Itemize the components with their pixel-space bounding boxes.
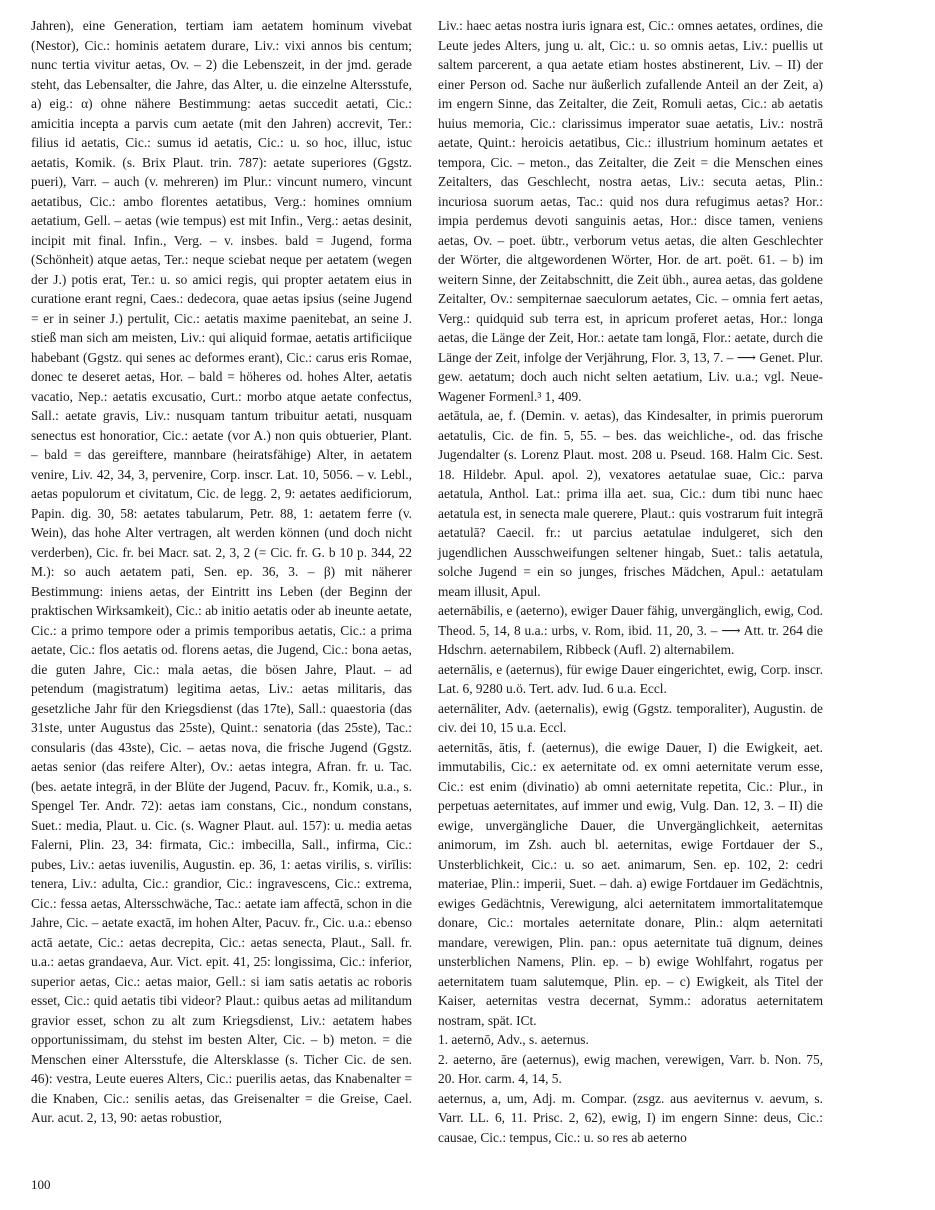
dictionary-entry: aetātula, ae, f. (Demin. v. aetas), das Kindesalter, in primis puerorum aetatulis, Cic. de fin. 5, 55. – bes. das weichliche-, od. das frische Jugendalter (s. Lorenz Plaut. most. 208 u. Pseud. 168. Halm Cic. Sest. 18. Hildebr. Apul. apol. 2), vexatores aetatulae suae, Cic.: parva aetatula, Anthol. Lat.: prima illa aet. sua, Cic.: dum tibi nunc haec aetatula est, in senecta male querere, Plaut.: quis vostrarum fuit integrā aetatulā? Caecil. fr.: ut parcius aetatulae indulgeret, sich den jugendlichen Ausschweifungen seltener hingab, Suet.: talis aetatula, solche Jugend = ein so junges, frisches Mädchen, Apul.: aetatulam meam illusit, Apul. (438, 408, 823, 599)
dictionary-entry: aeternus, a, um, Adj. m. Compar. (zsgz. aus aeviternus v. aevum, s. Varr. LL. 6, 11. Prisc. 2, 62), ewig, I) im engern Sinne: deus, Cic.: causae, Cic.: tempus, Cic.: u. so res ab aeterno (438, 1090, 823, 1145)
entry-continuation: Jahren), eine Generation, tertiam iam aetatem hominum vivebat (Nestor), Cic.: hominis aetatem durare, Liv.: vixi annos bis centum; nunc tertia vivitur aetas, Ov. – 2) die Lebenszeit, in der jmd. gerade steht, das Lebensalter, die Jahre, das Alter, u. die einzelne Altersstufe, a) eig.: α) ohne nähere Bestimmung: aetas succedit aetati, Cic.: amicitia incepta a parvis cum aetate (mit den Jahren) accrevit, Ter.: filius id aetatis, Cic.: sumus id aetatis, Cic.: u. so hoc, illuc, istuc aetatis, Komik. (s. Brix Plaut. trin. 787): aetate superiores (Ggstz. pueri), Varr. – auch (v. mehreren) im Plur.: vincunt numero, vincunt aetatibus, Cic.: ambo florentes aetatibus, Verg.: homines omnium aetatium, Gell. – aetas (wie tempus) est mit Infin., Verg.: aetas desinit, incipit mit final. Infin., Verg. – v. insbes. bald = Jugend, forma (Schönheit) atque aetas, Ter.: neque sciebat neque per aetatem (wegen der J.) potis erat, Ter.: u. so amici regis, qui propter aetatem eius in curatione erant regni, Caes.: dedecora, quae aetas ipsius (seine Jugend = er in seiner J.) pertulit, Cic.: aetatis maxime paenitebat, an seine J. stieß man sich am meisten, Liv.: qui aliquid formae, aetatis artificiique habebant (Ggstz. qui senes ac deformes erant), Cic.: carus eris Romae, donec te deseret aetas, Hor. – bald = höheres od. hohes Alter, aetatis vacatio, Nep.: aetatis excusatio, Curt.: morbo atque aetate confectus, Sall.: aetate gravis, Liv.: nusquam tantum tribuitur aetati, nusquam senectus est honoratior, Cic.: aetate (vor A.) non quis obtuerier, Plant. – bald = das gereiftere, mannbare (heiratsfähige) Alter, in aetatem venire, Liv. 42, 34, 3, pervenire, Corp. inscr. Lat. 10, 5056. – v. Lebl., aetas populorum et civitatum, Cic. de legg. 2, 9: aetates aedificiorum, Papin. dig. 30, 58: aetates tabularum, Petr. 88, 1: aetatem ferre (v. Wein), das hohe Alter vertragen, alt werden können (und doch nicht verderben), Cic. fr. bei Macr. sat. 2, 3, 2 (= Cic. fr. G. b 10 p. 344, 22 M.): so auch aetatem pati, Sen. ep. 36, 3. – β) mit näherer Bestimmung: iniens aetas, der Eintritt ins Leben (der Beginn der praktischen Wirksamkeit), Cic.: ab initio aetatis oder ab ineunte aetate, Cic.: a primo tempore oder a primis temporibus aetatis, Cic.: a prima aetate, Cic.: flos aetatis od. florens aetas, die Jugend, Cic.: bona aetas, die guten Jahre, Cic.: mala aetas, die bösen Jahre, Plaut. – ad petendum (magistratum) legitima aetas, Liv.: aetas militaris, das gesetzliche Jahr für den Kriegsdienst (das 17te), Sall.: quaestoria (das 31ste, unter Augustus das 25ste), Quint.: senatoria (das 25ste), Tac.: consularis (das 43ste), Cic. – aetas nova, die frische Jugend (Ggstz. aetas senior (das reifere Alter), Ov.: aetas integra, Afran. fr. u. Tac. (bes. aetate integrā, in der Blüte der Jugend, Pacuv. fr., Komik, u.a., s. Spengel Ter. Andr. 72): aetas iam constans, Cic., nondum constans, Suet.: media, Plaut. u. Cic. (s. Wagner Plaut. aul. 157): u. media aetas Falerni, Plin. 23, 34: firmata, Cic.: imbecilla, Sall., infirma, Cic.: pubes, Liv.: aetas iuvenilis, Augustin. ep. 36, 1: aetas virilis, s. virīlis: tenera, Liv.: adulta, Cic.: grandior, Cic.: ingravescens, Cic.: extrema, Cic.: fessa aetas, Altersschwäche, Tac.: aetate iam affectā, schon in die Jahre, Cic. – aetate exactā, im hohen Alter, Pacuv. fr., Cic. u.a.: ebenso actā aetate, Cic.: aetas decrepita, Cic.: aetas senecta, Plaut., Sall. fr. u.a.: aetas grandaeva, Aur. Vict. epit. 41, 25: longissima, Cic.: inferior, superior aetas, Cic.: aetas maior, Gell.: si iam satis aetatis ac roboris esset, Cic.: quid aetatis tibi videor? Plaut.: quibus aetas ad militandum gravior esset, schon zu alt zum Kriegsdienst, Liv.: aetatem habes opportunissimam, du stehst im besten Alter, Cic. – b) meton. = die Menschen einer Altersstufe, die Altersklasse (s. Ticher Cic. de sen. 46): vestra, Leute eueres Alters, Cic.: puerilis aetas, das Knabenalter = die Knaben, Cic.: senilis aetas, das Greisenalter = die Greise, Cael. Aur. acut. 2, 13, 90: aetas robustior, (31, 18, 412, 1125)
dictionary-entry: aeternāliter, Adv. (aeternalis), ewig (Ggstz. temporaliter), Augustin. de civ. dei 10, 15 u.a. Eccl. (438, 700, 823, 735)
dictionary-entry: aeternitās, ātis, f. (aeternus), die ewige Dauer, I) die Ewigkeit, aet. immutabilis, Cic.: ex aeternitate od. ex omni aeternitate verum esse, Cic.: est enim (divinatio) ab omni aeternitate repetita, Cic.: Plur., in perpetuas aeternitates, auf immer und ewig, Vulg. Dan. 12, 3. – II) die ewige, unvergängliche Dauer, die Unvergänglichkeit, aeternitas animorum, im Zsh. auch bl. aeternitas, ewige Fortdauer der S., Unsterblichkeit, Cic.: u. so aet. animarum, Sen. ep. 102, 2: cedri materiae, Plin.: imperii, Suet. – dah. a) ewige Fortdauer im Gedächtnis, ewiges Gedächtnis, Verewigung, alci aeternitatem immortalitatemque donare, Cic.: mortales aeternitate donare, Plin.: alqm aeternitati mandare, verewigen, Plin. pan.: opus aeternitate tuā dignum, deines unsterblichen Namens, Plin. ep. – b) ewige Wohlfahrt, rogatus per aeternitatem tuam salutemque, Plin. ep. – c) Ewigkeit, als Titel der Kaiser, aeternitas vestra decernat, Symm.: adoratus aeternitatem nostram, spät. ICt. (438, 739, 823, 1028)
dictionary-entry: aeternālis, e (aeternus), für ewige Dauer eingerichtet, ewig, Corp. inscr. Lat. 6, 9280 u.ö. Tert. adv. Iud. 6 u.a. Eccl. (438, 661, 823, 696)
text-column-left (31, 16, 412, 1128)
dictionary-entry: Liv.: haec aetas nostra iuris ignara est, Cic.: omnes aetates, ordines, die Leute jedes Alters, jung u. alt, Cic.: u. so omnis aetas, Liv.: puellis ut saltem parcerent, a qua aetate etiam hostes abstinerent, Liv. – II) der einer Person od. Sache nur äußerlich zufallende Anteil an der Zeit, a) im engern Sinne, das Zeitalter, die Zeit, Romuli aetas, Cic.: ab aetatis huius memoria, Cic.: clarissimus imperator suae aetatis, Liv.: nostrā aetate, Quint.: heroicis aetatibus, Cic.: illustrium hominum aetates et tempora, Cic. – meton., das Zeitalter, die Zeit = die Menschen eines Zeitalters, das Geschlecht, nostra aetas, Liv.: secuta aetas, Plin.: incuriosa suorum aetas, Tac.: quid nos dura refugimus aetas? Hor.: impia perdemus devoti sanguinis aetas, Hor.: disce tamen, veniens aetas, Ov. – poet. übtr., verborum vetus aetas, die alten Geschlechter der Wörter, die altgewordenen Wörter, Hor. de art. poët. 61. – b) im weitern Sinne, der Zeitabschnitt, die Zeit übh., aurea aetas, das goldene Zeitalter, Ov.: sempiternae saeculorum aetates, Cic. – omnia fert aetas, Verg.: quidquid sub terra est, in apricum proferet aetas, Hor.: longa aetas, die Länge der Zeit, Hor.: aetate tam longā, Flor.: aetate, durch die Länge der Zeit, infolge der Verjährung, Flor. 3, 13, 7. – ⟶ Genet. Plur. gew. aetatum; doch auch nicht selten aetatium, Liv. u.a.; vgl. Neue-Wagener Formenl.³ 1, 409. (438, 18, 823, 404)
page-number: 100 (31, 1177, 51, 1192)
dictionary-entry: 2. aeterno, āre (aeternus), ewig machen, verewigen, Varr. b. Non. 75, 20. Hor. carm. 4, 14, 5. (438, 1051, 823, 1086)
text-column-right (438, 16, 823, 1147)
dictionary-entry: aeternābilis, e (aeterno), ewiger Dauer fähig, unvergänglich, ewig, Cod. Theod. 5, 14, 8 u.a.: urbs, v. Rom, ibid. 11, 20, 3. – ⟶ Att. tr. 264 die Hdschrn. aeternabilem, Ribbeck (Aufl. 2) alternabilem. (438, 603, 823, 657)
dictionary-entry: 1. aeternō, Adv., s. aeternus. (438, 1032, 589, 1047)
